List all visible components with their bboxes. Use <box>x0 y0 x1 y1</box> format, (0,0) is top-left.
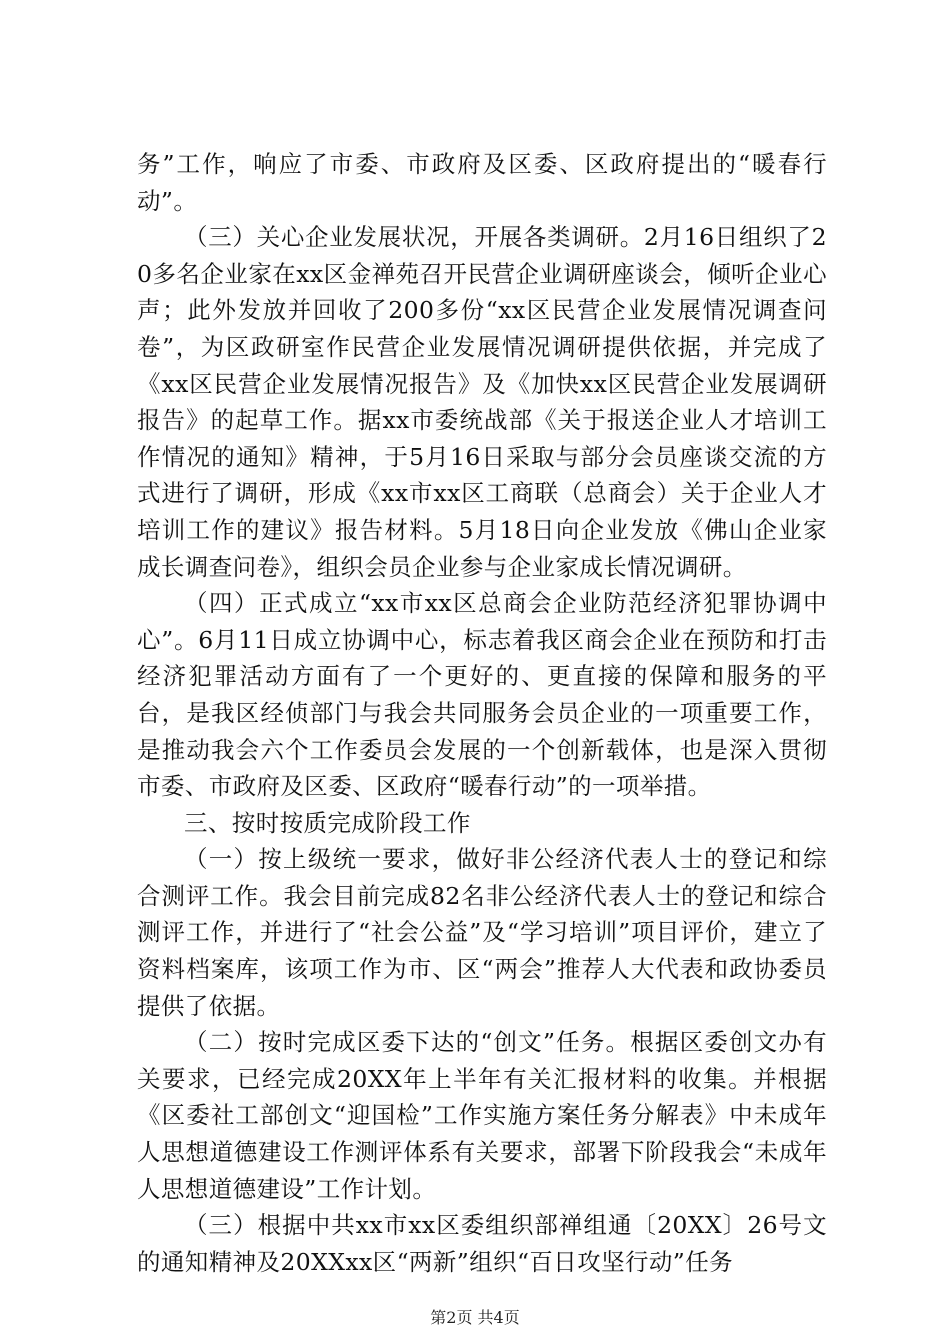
paragraph-6: （三）根据中共xx市xx区委组织部禅组通〔20XX〕26号文的通知精神及20XXxx区“两新”组织“百日攻坚行动”任务 <box>137 1211 827 1276</box>
page-number-footer: 第2页 共4页 <box>430 1308 520 1327</box>
section-heading: 三、按时按质完成阶段工作 <box>184 808 471 837</box>
document-body <box>137 146 827 1280</box>
paragraph-0: 务”工作，响应了市委、市政府及区委、区政府提出的“暖春行动”。 <box>137 150 827 215</box>
paragraph-5: （二）按时完成区委下达的“创文”任务。根据区委创文办有关要求，已经完成20XX年上半年有关汇报材料的收集。并根据《区委社工部创文“迎国检”工作实施方案任务分解表》中未成年人思想道德建设工作测评体系有关要求，部署下阶段我会“未成年人思想道德建设”工作计划。 <box>137 1028 827 1203</box>
paragraph-1: （三）关心企业发展状况，开展各类调研。2月16日组织了20多名企业家在xx区金禅苑召开民营企业调研座谈会，倾听企业心声；此外发放并回收了200多份“xx区民营企业发展情况调查问卷”，为区政研室作民营企业发展情况调研提供依据，并完成了《xx区民营企业发展情况报告》及《加快xx区民营企业发展调研报告》的起草工作。据xx市委统战部《关于报送企业人才培训工作情况的通知》精神，于5月16日采取与部分会员座谈交流的方式进行了调研，形成《xx市xx区工商联（总商会）关于企业人才培训工作的建议》报告材料。5月18日向企业发放《佛山企业家成长调查问卷》，组织会员企业参与企业家成长情况调研。 <box>137 223 827 581</box>
paragraph-4: （一）按上级统一要求，做好非公经济代表人士的登记和综合测评工作。我会目前完成82名非公经济代表人士的登记和综合测评工作，并进行了“社会公益”及“学习培训”项目评价，建立了资料档案库，该项工作为市、区“两会”推荐人大代表和政协委员提供了依据。 <box>137 845 827 1020</box>
paragraph-2: （四）正式成立“xx市xx区总商会企业防范经济犯罪协调中心”。6月11日成立协调中心，标志着我区商会企业在预防和打击经济犯罪活动方面有了一个更好的、更直接的保障和服务的平台，是我区经侦部门与我会共同服务会员企业的一项重要工作，是推动我会六个工作委员会发展的一个创新载体，也是深入贯彻市委、市政府及区委、区政府“暖春行动”的一项举措。 <box>137 589 827 801</box>
